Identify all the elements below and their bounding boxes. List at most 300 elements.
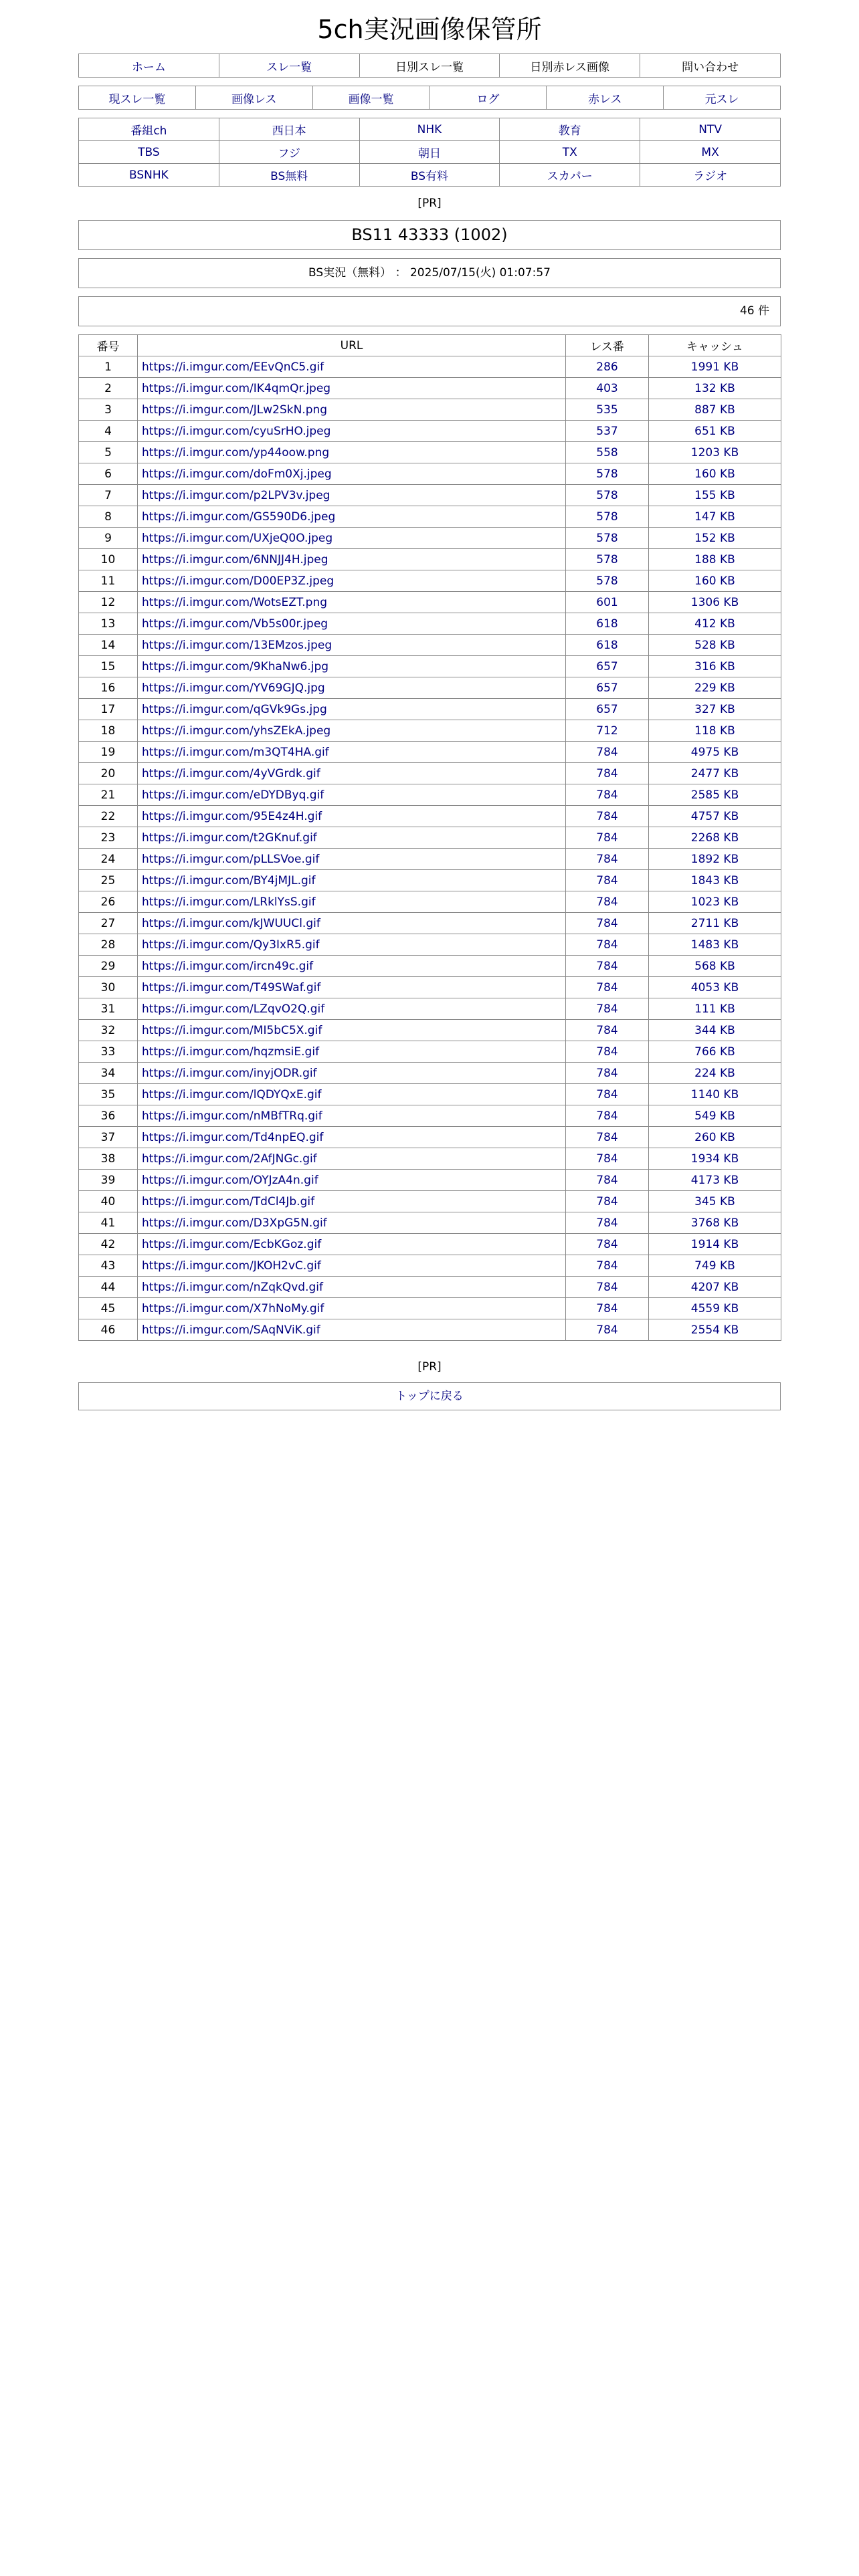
row-res-number-link[interactable] [566,1277,649,1298]
row-cache-link-text[interactable]: 1483 KB [690,938,739,952]
row-url-link[interactable] [138,1063,566,1084]
row-url-link-text[interactable]: https://i.imgur.com/JKOH2vC.gif [142,1259,321,1273]
row-url-link[interactable] [138,592,566,613]
row-url-link[interactable] [138,1277,566,1298]
row-url-link[interactable] [138,1234,566,1255]
nav-original-thread[interactable]: 元スレ [664,86,781,110]
row-url-link-text[interactable]: https://i.imgur.com/OYJzA4n.gif [142,1173,318,1187]
row-url-link[interactable] [138,635,566,656]
row-cache-link-text[interactable]: 111 KB [694,1002,735,1016]
row-url-link[interactable] [138,528,566,549]
row-res-number-link-text[interactable]: 784 [596,895,618,909]
row-url-link[interactable] [138,421,566,442]
row-cache-link-text[interactable]: 1023 KB [690,895,739,909]
row-url-link-text[interactable]: https://i.imgur.com/YV69GJQ.jpg [142,681,325,695]
row-url-link[interactable] [138,570,566,592]
row-res-number-link-text[interactable]: 558 [596,445,618,459]
row-res-number-link[interactable] [566,1084,649,1105]
row-url-link[interactable] [138,742,566,763]
row-res-number-link-text[interactable]: 578 [596,510,618,524]
row-cache-link[interactable] [649,720,781,742]
row-res-number-link-text[interactable]: 578 [596,574,618,588]
row-cache-link[interactable] [649,870,781,891]
row-cache-link[interactable] [649,635,781,656]
row-url-link-text[interactable]: https://i.imgur.com/WotsEZT.png [142,595,328,609]
row-cache-link[interactable] [649,913,781,934]
row-res-number-link-text[interactable]: 784 [596,809,618,823]
row-cache-link-text[interactable]: 160 KB [694,574,735,588]
row-cache-link-text[interactable]: 327 KB [694,702,735,716]
row-cache-link-text[interactable]: 229 KB [694,681,735,695]
row-cache-link[interactable] [649,656,781,677]
row-url-link-text[interactable]: https://i.imgur.com/Td4npEQ.gif [142,1130,324,1144]
row-res-number-link-text[interactable]: 578 [596,552,618,566]
row-cache-link[interactable] [649,1148,781,1170]
row-res-number-link[interactable] [566,463,649,485]
channel-link[interactable]: 西日本 [219,118,359,141]
channel-link[interactable]: NTV [640,118,781,141]
row-res-number-link[interactable] [566,934,649,956]
row-cache-link[interactable] [649,613,781,635]
row-url-link[interactable] [138,1255,566,1277]
channel-link[interactable]: MX [640,141,781,164]
row-res-number-link-text[interactable]: 784 [596,1301,618,1315]
row-res-number-link-text[interactable]: 618 [596,617,618,631]
row-cache-link-text[interactable]: 549 KB [694,1109,735,1123]
row-cache-link-text[interactable]: 749 KB [694,1259,735,1273]
row-res-number-link-text[interactable]: 712 [596,724,618,738]
row-url-link-text[interactable]: https://i.imgur.com/qGVk9Gs.jpg [142,702,327,716]
row-cache-link-text[interactable]: 1914 KB [690,1237,739,1251]
row-url-link-text[interactable]: https://i.imgur.com/eDYDByq.gif [142,788,324,802]
nav-home[interactable]: ホーム [79,54,219,78]
row-res-number-link[interactable] [566,827,649,849]
row-res-number-link-text[interactable]: 784 [596,1237,618,1251]
row-cache-link[interactable] [649,399,781,421]
row-cache-link[interactable] [649,742,781,763]
row-cache-link-text[interactable]: 260 KB [694,1130,735,1144]
row-res-number-link[interactable] [566,913,649,934]
row-res-number-link[interactable] [566,656,649,677]
row-res-number-link[interactable] [566,742,649,763]
row-res-number-link-text[interactable]: 601 [596,595,618,609]
row-res-number-link[interactable] [566,570,649,592]
row-url-link[interactable] [138,677,566,699]
row-res-number-link-text[interactable]: 537 [596,424,618,438]
row-res-number-link[interactable] [566,784,649,806]
row-res-number-link[interactable] [566,849,649,870]
row-res-number-link[interactable] [566,635,649,656]
row-cache-link[interactable] [649,378,781,399]
row-res-number-link-text[interactable]: 578 [596,531,618,545]
row-url-link[interactable] [138,891,566,913]
row-cache-link[interactable] [649,1298,781,1319]
row-url-link[interactable] [138,613,566,635]
row-url-link[interactable] [138,998,566,1020]
row-url-link-text[interactable]: https://i.imgur.com/D3XpG5N.gif [142,1216,327,1230]
row-cache-link[interactable] [649,956,781,977]
row-res-number-link-text[interactable]: 618 [596,638,618,652]
row-cache-link[interactable] [649,784,781,806]
row-cache-link-text[interactable]: 651 KB [694,424,735,438]
row-res-number-link[interactable] [566,1020,649,1041]
row-cache-link[interactable] [649,1191,781,1212]
row-cache-link-text[interactable]: 152 KB [694,531,735,545]
row-res-number-link[interactable] [566,592,649,613]
row-url-link-text[interactable]: https://i.imgur.com/yp44oow.png [142,445,330,459]
nav-image-res[interactable]: 画像レス [195,86,312,110]
row-url-link-text[interactable]: https://i.imgur.com/doFm0Xj.jpeg [142,467,332,481]
row-url-link-text[interactable]: https://i.imgur.com/Vb5s00r.jpeg [142,617,328,631]
row-cache-link-text[interactable]: 2585 KB [690,788,739,802]
row-res-number-link[interactable] [566,442,649,463]
channel-link[interactable]: 番組ch [79,118,219,141]
row-res-number-link[interactable] [566,399,649,421]
row-url-link[interactable] [138,1148,566,1170]
row-url-link[interactable] [138,356,566,378]
row-res-number-link[interactable] [566,1170,649,1191]
row-cache-link[interactable] [649,934,781,956]
row-url-link[interactable] [138,1127,566,1148]
back-to-top-link[interactable]: トップに戻る [395,1390,464,1403]
row-url-link-text[interactable]: https://i.imgur.com/6NNJJ4H.jpeg [142,552,328,566]
row-url-link-text[interactable]: https://i.imgur.com/SAqNViK.gif [142,1323,320,1337]
row-res-number-link[interactable] [566,613,649,635]
row-url-link[interactable] [138,870,566,891]
row-url-link-text[interactable]: https://i.imgur.com/4yVGrdk.gif [142,766,320,780]
row-url-link-text[interactable]: https://i.imgur.com/MI5bC5X.gif [142,1023,322,1037]
row-url-link-text[interactable]: https://i.imgur.com/95E4z4H.gif [142,809,322,823]
row-url-link[interactable] [138,1020,566,1041]
row-cache-link-text[interactable]: 155 KB [694,488,735,502]
row-res-number-link[interactable] [566,1191,649,1212]
row-url-link-text[interactable]: https://i.imgur.com/BY4jMJL.gif [142,873,316,887]
row-cache-link-text[interactable]: 4757 KB [690,809,739,823]
row-cache-link-text[interactable]: 1934 KB [690,1152,739,1166]
row-url-link[interactable] [138,1084,566,1105]
row-res-number-link-text[interactable]: 784 [596,1023,618,1037]
row-res-number-link[interactable] [566,1234,649,1255]
row-res-number-link[interactable] [566,1127,649,1148]
row-res-number-link-text[interactable]: 784 [596,1002,618,1016]
row-res-number-link-text[interactable]: 286 [596,360,618,374]
row-cache-link-text[interactable]: 1991 KB [690,360,739,374]
row-url-link[interactable] [138,1298,566,1319]
channel-link[interactable]: NHK [359,118,500,141]
row-cache-link-text[interactable]: 118 KB [694,724,735,738]
row-url-link-text[interactable]: https://i.imgur.com/m3QT4HA.gif [142,745,329,759]
row-url-link-text[interactable]: https://i.imgur.com/13EMzos.jpeg [142,638,332,652]
nav-red-res[interactable]: 赤レス [547,86,664,110]
row-cache-link-text[interactable]: 344 KB [694,1023,735,1037]
row-res-number-link-text[interactable]: 784 [596,1087,618,1101]
row-cache-link-text[interactable]: 4975 KB [690,745,739,759]
row-cache-link-text[interactable]: 4053 KB [690,980,739,994]
row-cache-link-text[interactable]: 766 KB [694,1045,735,1059]
row-res-number-link[interactable] [566,378,649,399]
row-url-link[interactable] [138,763,566,784]
row-res-number-link-text[interactable]: 784 [596,1130,618,1144]
row-cache-link-text[interactable]: 1843 KB [690,873,739,887]
row-url-link[interactable] [138,934,566,956]
row-res-number-link-text[interactable]: 784 [596,745,618,759]
row-cache-link[interactable] [649,977,781,998]
row-res-number-link-text[interactable]: 784 [596,1259,618,1273]
row-url-link-text[interactable]: https://i.imgur.com/yhsZEkA.jpeg [142,724,331,738]
channel-link[interactable]: TBS [79,141,219,164]
row-url-link[interactable] [138,656,566,677]
row-res-number-link[interactable] [566,720,649,742]
row-cache-link[interactable] [649,763,781,784]
row-cache-link[interactable] [649,1277,781,1298]
nav-log[interactable]: ログ [430,86,547,110]
row-res-number-link-text[interactable]: 784 [596,1109,618,1123]
row-url-link-text[interactable]: https://i.imgur.com/LRklYsS.gif [142,895,316,909]
row-url-link[interactable] [138,1191,566,1212]
row-url-link[interactable] [138,913,566,934]
row-url-link-text[interactable]: https://i.imgur.com/9KhaNw6.jpg [142,659,329,673]
row-cache-link[interactable] [649,998,781,1020]
row-url-link[interactable] [138,1319,566,1341]
row-url-link-text[interactable]: https://i.imgur.com/LZqvO2Q.gif [142,1002,325,1016]
row-cache-link-text[interactable]: 132 KB [694,381,735,395]
row-cache-link-text[interactable]: 887 KB [694,403,735,417]
row-url-link-text[interactable]: https://i.imgur.com/UXjeQ0O.jpeg [142,531,333,545]
row-res-number-link-text[interactable]: 784 [596,1280,618,1294]
row-res-number-link[interactable] [566,998,649,1020]
row-res-number-link-text[interactable]: 784 [596,1152,618,1166]
row-cache-link-text[interactable]: 2477 KB [690,766,739,780]
row-cache-link-text[interactable]: 1140 KB [690,1087,739,1101]
row-res-number-link-text[interactable]: 784 [596,959,618,973]
channel-link[interactable]: TX [500,141,640,164]
row-res-number-link[interactable] [566,699,649,720]
row-res-number-link-text[interactable]: 784 [596,766,618,780]
row-res-number-link[interactable] [566,891,649,913]
row-cache-link[interactable] [649,827,781,849]
row-url-link-text[interactable]: https://i.imgur.com/EcbKGoz.gif [142,1237,322,1251]
row-res-number-link-text[interactable]: 784 [596,1045,618,1059]
row-res-number-link[interactable] [566,1063,649,1084]
row-cache-link[interactable] [649,1041,781,1063]
row-url-link-text[interactable]: https://i.imgur.com/kJWUUCl.gif [142,916,320,930]
channel-link[interactable]: BSNHK [79,164,219,187]
row-cache-link-text[interactable]: 1306 KB [690,595,739,609]
row-res-number-link-text[interactable]: 784 [596,938,618,952]
row-cache-link[interactable] [649,849,781,870]
nav-current-threads[interactable]: 現スレ一覧 [79,86,196,110]
row-cache-link[interactable] [649,677,781,699]
row-res-number-link[interactable] [566,677,649,699]
row-res-number-link-text[interactable]: 784 [596,1066,618,1080]
row-url-link[interactable] [138,1170,566,1191]
row-url-link[interactable] [138,485,566,506]
row-cache-link[interactable] [649,1255,781,1277]
row-cache-link[interactable] [649,570,781,592]
row-url-link[interactable] [138,849,566,870]
row-url-link-text[interactable]: https://i.imgur.com/X7hNoMy.gif [142,1301,324,1315]
row-res-number-link[interactable] [566,956,649,977]
row-res-number-link[interactable] [566,528,649,549]
row-url-link-text[interactable]: https://i.imgur.com/lQDYQxE.gif [142,1087,322,1101]
row-res-number-link-text[interactable]: 578 [596,488,618,502]
row-cache-link[interactable] [649,549,781,570]
row-url-link[interactable] [138,378,566,399]
row-res-number-link-text[interactable]: 784 [596,1173,618,1187]
channel-link[interactable]: フジ [219,141,359,164]
row-res-number-link[interactable] [566,1105,649,1127]
row-cache-link-text[interactable]: 2268 KB [690,831,739,845]
row-cache-link-text[interactable]: 147 KB [694,510,735,524]
row-url-link[interactable] [138,442,566,463]
row-res-number-link[interactable] [566,506,649,528]
row-url-link-text[interactable]: https://i.imgur.com/Qy3IxR5.gif [142,938,320,952]
row-cache-link-text[interactable]: 2711 KB [690,916,739,930]
row-cache-link[interactable] [649,1084,781,1105]
row-res-number-link[interactable] [566,763,649,784]
row-url-link-text[interactable]: https://i.imgur.com/IK4qmQr.jpeg [142,381,331,395]
row-cache-link-text[interactable]: 1203 KB [690,445,739,459]
row-res-number-link[interactable] [566,806,649,827]
row-url-link[interactable] [138,463,566,485]
row-cache-link[interactable] [649,528,781,549]
row-url-link-text[interactable]: https://i.imgur.com/inyjODR.gif [142,1066,317,1080]
row-url-link[interactable] [138,806,566,827]
row-cache-link-text[interactable]: 4173 KB [690,1173,739,1187]
row-res-number-link-text[interactable]: 535 [596,403,618,417]
row-res-number-link-text[interactable]: 578 [596,467,618,481]
row-res-number-link[interactable] [566,549,649,570]
row-res-number-link-text[interactable]: 784 [596,831,618,845]
row-res-number-link-text[interactable]: 403 [596,381,618,395]
row-cache-link[interactable] [649,592,781,613]
row-res-number-link[interactable] [566,1298,649,1319]
row-url-link-text[interactable]: https://i.imgur.com/ircn49c.gif [142,959,314,973]
row-cache-link[interactable] [649,421,781,442]
row-res-number-link[interactable] [566,1212,649,1234]
row-url-link[interactable] [138,720,566,742]
row-res-number-link-text[interactable]: 657 [596,681,618,695]
row-cache-link[interactable] [649,356,781,378]
row-cache-link-text[interactable]: 2554 KB [690,1323,739,1337]
row-url-link[interactable] [138,956,566,977]
row-url-link-text[interactable]: https://i.imgur.com/GS590D6.jpeg [142,510,336,524]
row-url-link[interactable] [138,784,566,806]
row-res-number-link[interactable] [566,1319,649,1341]
row-res-number-link-text[interactable]: 784 [596,1323,618,1337]
row-cache-link-text[interactable]: 160 KB [694,467,735,481]
row-url-link-text[interactable]: https://i.imgur.com/TdCl4Jb.gif [142,1194,315,1208]
row-res-number-link-text[interactable]: 784 [596,980,618,994]
row-url-link-text[interactable]: https://i.imgur.com/p2LPV3v.jpeg [142,488,330,502]
row-cache-link[interactable] [649,806,781,827]
row-cache-link[interactable] [649,1020,781,1041]
row-res-number-link[interactable] [566,356,649,378]
row-cache-link[interactable] [649,1105,781,1127]
row-url-link[interactable] [138,506,566,528]
row-cache-link-text[interactable]: 316 KB [694,659,735,673]
row-cache-link-text[interactable]: 3768 KB [690,1216,739,1230]
channel-link[interactable]: 教育 [500,118,640,141]
row-url-link-text[interactable]: https://i.imgur.com/pLLSVoe.gif [142,852,320,866]
row-res-number-link-text[interactable]: 657 [596,702,618,716]
row-cache-link[interactable] [649,442,781,463]
channel-link[interactable]: ラジオ [640,164,781,187]
row-res-number-link-text[interactable]: 784 [596,852,618,866]
row-cache-link[interactable] [649,1127,781,1148]
row-cache-link-text[interactable]: 528 KB [694,638,735,652]
row-url-link[interactable] [138,827,566,849]
row-res-number-link-text[interactable]: 657 [596,659,618,673]
row-cache-link[interactable] [649,699,781,720]
row-url-link-text[interactable]: https://i.imgur.com/EEvQnC5.gif [142,360,324,374]
row-url-link-text[interactable]: https://i.imgur.com/T49SWaf.gif [142,980,321,994]
row-res-number-link-text[interactable]: 784 [596,873,618,887]
row-res-number-link[interactable] [566,421,649,442]
row-url-link-text[interactable]: https://i.imgur.com/JLw2SkN.png [142,403,328,417]
row-res-number-link-text[interactable]: 784 [596,1194,618,1208]
row-cache-link-text[interactable]: 4559 KB [690,1301,739,1315]
row-cache-link[interactable] [649,1212,781,1234]
channel-link[interactable]: BS無料 [219,164,359,187]
row-cache-link[interactable] [649,485,781,506]
row-cache-link-text[interactable]: 1892 KB [690,852,739,866]
row-res-number-link[interactable] [566,977,649,998]
row-cache-link-text[interactable]: 568 KB [694,959,735,973]
row-url-link-text[interactable]: https://i.imgur.com/t2GKnuf.gif [142,831,317,845]
row-res-number-link-text[interactable]: 784 [596,788,618,802]
row-cache-link-text[interactable]: 224 KB [694,1066,735,1080]
row-url-link-text[interactable]: https://i.imgur.com/2AfJNGc.gif [142,1152,317,1166]
row-cache-link[interactable] [649,506,781,528]
row-cache-link[interactable] [649,1063,781,1084]
row-cache-link[interactable] [649,1319,781,1341]
row-res-number-link[interactable] [566,1255,649,1277]
row-url-link-text[interactable]: https://i.imgur.com/D00EP3Z.jpeg [142,574,335,588]
channel-link[interactable]: BS有料 [359,164,500,187]
row-cache-link[interactable] [649,1170,781,1191]
row-cache-link-text[interactable]: 412 KB [694,617,735,631]
row-url-link[interactable] [138,977,566,998]
row-res-number-link[interactable] [566,485,649,506]
nav-thread-list[interactable]: スレ一覧 [219,54,359,78]
row-res-number-link[interactable] [566,870,649,891]
row-cache-link-text[interactable]: 188 KB [694,552,735,566]
row-res-number-link-text[interactable]: 784 [596,1216,618,1230]
row-cache-link[interactable] [649,1234,781,1255]
row-cache-link-text[interactable]: 4207 KB [690,1280,739,1294]
row-url-link-text[interactable]: https://i.imgur.com/nMBfTRq.gif [142,1109,322,1123]
row-url-link[interactable] [138,399,566,421]
row-res-number-link[interactable] [566,1148,649,1170]
row-res-number-link[interactable] [566,1041,649,1063]
row-url-link-text[interactable]: https://i.imgur.com/nZqkQvd.gif [142,1280,323,1294]
row-url-link[interactable] [138,1105,566,1127]
row-url-link-text[interactable]: https://i.imgur.com/cyuSrHO.jpeg [142,424,331,438]
row-res-number-link-text[interactable]: 784 [596,916,618,930]
channel-link[interactable]: 朝日 [359,141,500,164]
row-cache-link[interactable] [649,463,781,485]
row-url-link[interactable] [138,549,566,570]
nav-image-list[interactable]: 画像一覧 [312,86,430,110]
channel-link[interactable]: スカパー [500,164,640,187]
row-cache-link[interactable] [649,891,781,913]
row-url-link[interactable] [138,699,566,720]
row-cache-link-text[interactable]: 345 KB [694,1194,735,1208]
row-url-link-text[interactable]: https://i.imgur.com/hqzmsiE.gif [142,1045,320,1059]
row-url-link[interactable] [138,1212,566,1234]
row-url-link[interactable] [138,1041,566,1063]
